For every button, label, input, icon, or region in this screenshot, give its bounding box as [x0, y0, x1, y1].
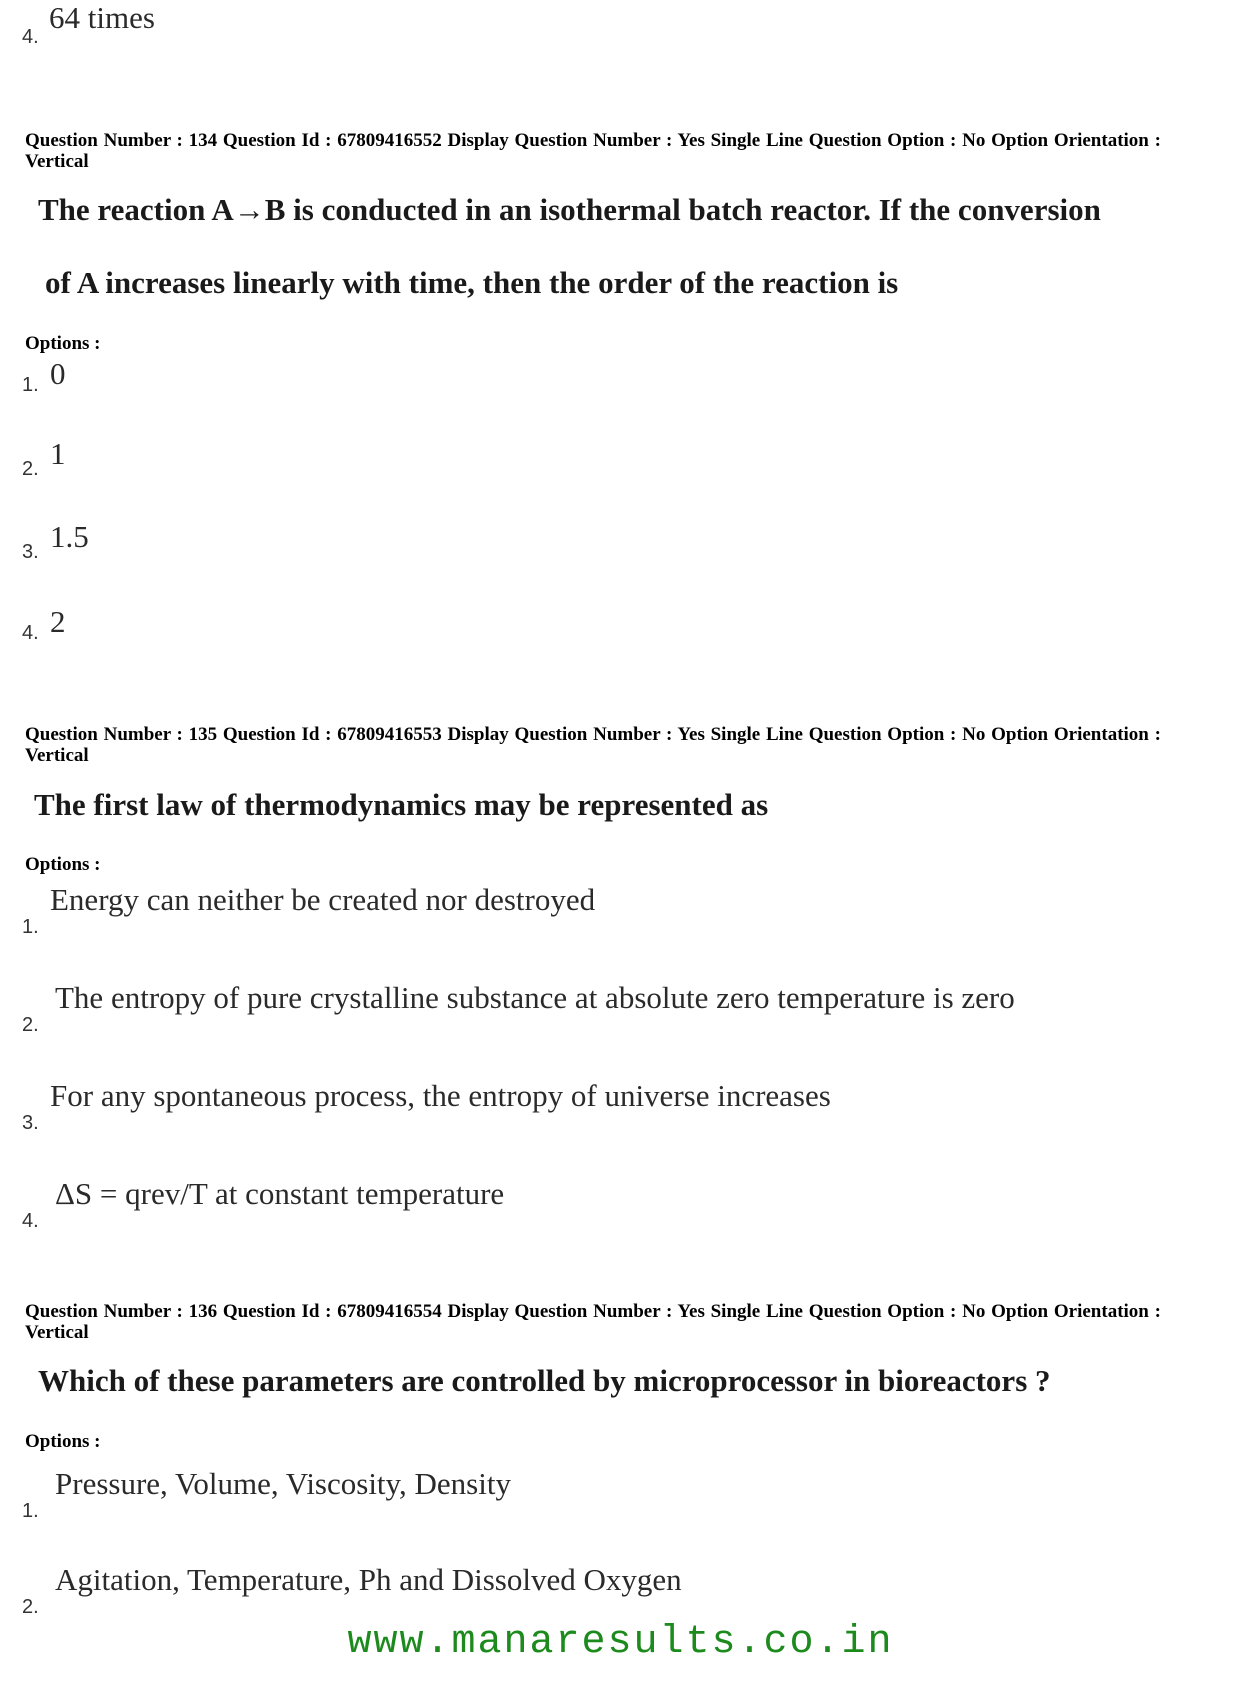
option-number: 3.	[22, 541, 39, 563]
option-text: Agitation, Temperature, Ph and Dissolved Oxygen	[55, 1562, 682, 1597]
question-text-line-1: Which of these parameters are controlled by microprocessor in bioreactors ?	[38, 1363, 1051, 1398]
question-text-line-1: The reaction A→B is conducted in an isothermal batch reactor. If the conversion	[38, 192, 1101, 227]
options-label: Options :	[25, 333, 101, 354]
question-text-line-2: of A increases linearly with time, then the order of the reaction is	[45, 265, 899, 300]
option-text: ΔS = qrev/T at constant temperature	[55, 1176, 505, 1211]
option-text: 64 times	[49, 0, 155, 35]
option-number: 2.	[22, 458, 39, 480]
options-label: Options :	[25, 854, 101, 875]
question-meta: Question Number : 136 Question Id : 67809416554 Display Question Number : Yes Single Line Question Option : No Option Orientation : Vertical	[25, 1301, 1161, 1343]
option-text: 0	[50, 356, 66, 391]
option-number: 1.	[22, 916, 39, 938]
option-text: 1.5	[50, 519, 89, 554]
option-text: For any spontaneous process, the entropy of universe increases	[50, 1078, 831, 1113]
option-number: 3.	[22, 1112, 39, 1134]
option-text: 1	[50, 436, 66, 471]
question-text-line-1: The first law of thermodynamics may be represented as	[34, 787, 769, 822]
option-number: 2.	[22, 1596, 39, 1618]
option-number: 4.	[22, 622, 39, 644]
site-watermark: www.manaresults.co.in	[347, 1620, 894, 1665]
question-meta: Question Number : 134 Question Id : 67809416552 Display Question Number : Yes Single Line Question Option : No Option Orientation : Vertical	[25, 130, 1161, 172]
option-text: Pressure, Volume, Viscosity, Density	[55, 1466, 511, 1501]
option-number: 4.	[22, 26, 39, 48]
option-number: 4.	[22, 1210, 39, 1232]
option-number: 2.	[22, 1014, 39, 1036]
option-number: 1.	[22, 1500, 39, 1522]
option-text: 2	[50, 604, 66, 639]
options-label: Options :	[25, 1431, 101, 1452]
option-text: The entropy of pure crystalline substance at absolute zero temperature is zero	[55, 980, 1015, 1015]
option-text: Energy can neither be created nor destroyed	[50, 882, 596, 917]
question-meta: Question Number : 135 Question Id : 67809416553 Display Question Number : Yes Single Line Question Option : No Option Orientation : Vertical	[25, 724, 1161, 766]
option-number: 1.	[22, 374, 39, 396]
